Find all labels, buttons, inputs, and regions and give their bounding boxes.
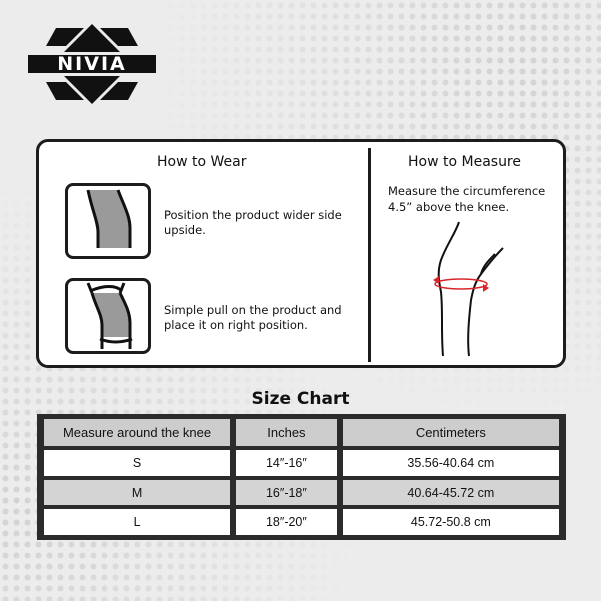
size-cell: S [44, 450, 230, 476]
header-centimeters: Centimeters [343, 419, 559, 446]
knee-sleeve-icon [65, 183, 151, 259]
centimeters-cell: 40.64-45.72 cm [343, 480, 559, 506]
how-to-measure-title: How to Measure [408, 154, 521, 170]
centimeters-cell: 35.56-40.64 cm [343, 450, 559, 476]
wear-step-1-text: Position the product wider side upside. [164, 208, 342, 237]
inches-cell: 18″-20″ [236, 509, 337, 535]
size-chart-table [37, 414, 566, 540]
inches-cell: 14″-16″ [236, 450, 337, 476]
table-header-row [44, 419, 559, 446]
table-row [44, 450, 559, 476]
section-divider [368, 148, 371, 362]
size-cell: M [44, 480, 230, 506]
table-row [44, 509, 559, 535]
inches-cell: 16″-18″ [236, 480, 337, 506]
size-chart-title: Size Chart [251, 389, 350, 409]
centimeters-cell: 45.72-50.8 cm [343, 509, 559, 535]
table-row [44, 480, 559, 506]
nivia-logo [26, 22, 158, 106]
pull-on-sleeve-icon [65, 278, 151, 354]
measure-instruction-text: Measure the circumference 4.5” above the knee. [388, 184, 546, 214]
header-inches: Inches [236, 419, 337, 446]
header-measure: Measure around the knee [44, 419, 230, 446]
logo-wordmark: NIVIA [57, 53, 127, 75]
how-to-wear-title: How to Wear [157, 154, 247, 170]
size-cell: L [44, 509, 230, 535]
leg-measure-icon [419, 220, 509, 360]
instructions-panel [36, 139, 566, 368]
wear-step-2-text: Simple pull on the product and place it on right position. [164, 303, 342, 332]
